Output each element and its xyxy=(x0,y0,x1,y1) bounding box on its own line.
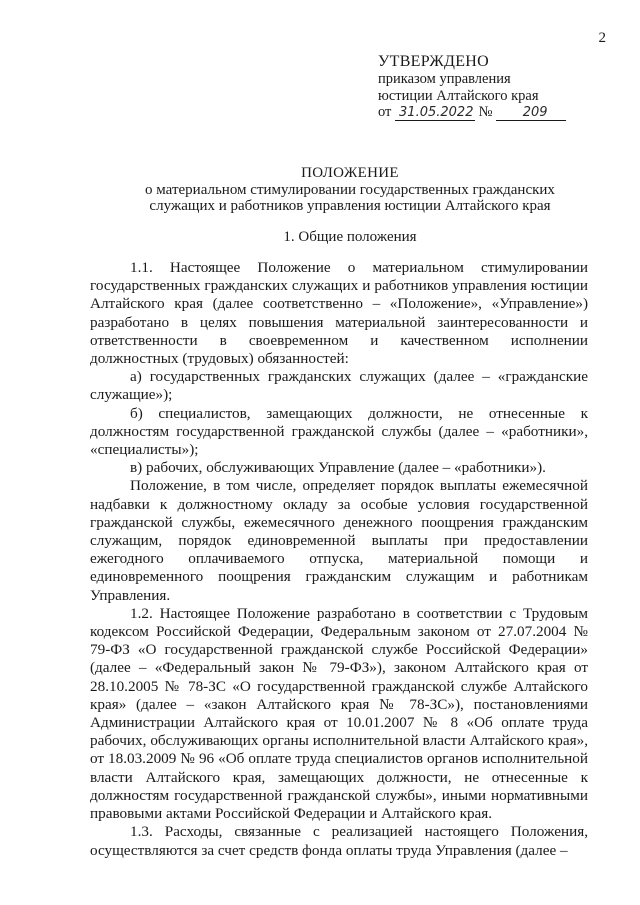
paragraph: 1.2. Настоящее Положение разработано в соответствии с Трудовым кодексом Российской Федерации, Федеральным законом от 27.07.2004 № 79-ФЗ «О государственной гражданской службе Российской Федерации» (далее – «Федеральный закон № 79-ФЗ»), законом Алтайского края от 28.10.2005 № 78-ЗС «О государственной гражданской службе Алтайского края» (далее – «закон Алтайского края № 78-ЗС»), постановлениями Администрации Алтайского края от 10.01.2007 № 8 «Об оплате труда рабочих, обслуживающих органы исполнительной власти Алтайского края», от 18.03.2009 № 96 «Об оплате труда специалистов органов исполнительной власти Алтайского края, замещающих должности, не отнесенные к должностям государственной гражданской службы», иными нормативными правовыми актами Российской Федерации и Алтайского края. xyxy=(90,604,588,823)
number-sign: № xyxy=(478,104,493,120)
document-subtitle-line-1: о материальном стимулировании государственных гражданских xyxy=(145,181,555,198)
document-title-block xyxy=(90,165,610,215)
handwritten-number: 209 xyxy=(496,106,566,121)
paragraph: 1.1. Настоящее Положение о материальном стимулировании государственных гражданских служащих и работников управления юстиции Алтайского края (далее соответственно – «Положение», «Управление») разработано в целях повышения материальной заинтересованности и ответственности в своевременном и качественном исполнении должностных (трудовых) обязанностей: xyxy=(90,259,588,368)
page-number: 2 xyxy=(598,30,606,46)
paragraph: в) рабочих, обслуживающих Управление (далее – «работники»). xyxy=(130,459,546,477)
approval-heading: УТВЕРЖДЕНО xyxy=(378,53,490,70)
document-subtitle-line-2: служащих и работников управления юстиции Алтайского края xyxy=(149,198,551,214)
document-title: ПОЛОЖЕНИЕ xyxy=(301,165,399,181)
paragraph: а) государственных гражданских служащих (далее – «гражданские служащие»); xyxy=(90,368,588,404)
date-prefix: от xyxy=(378,104,392,120)
approval-stamp xyxy=(378,52,618,121)
approval-date-line xyxy=(378,104,618,121)
document-body xyxy=(90,259,588,860)
approval-line-1: приказом управления xyxy=(378,71,511,87)
section-heading: 1. Общие положения xyxy=(283,229,417,245)
paragraph: Положение, в том числе, определяет порядок выплаты ежемесячной надбавки к должностному окладу за особые условия государственной гражданской службы, ежемесячного денежного поощрения гражданским служащим, порядок единовременной выплаты при предоставлении ежегодного оплачиваемого отпуска, материальной помощи и единовременного поощрения гражданским служащим и работникам Управления. xyxy=(90,477,588,604)
paragraph: 1.3. Расходы, связанные с реализацией настоящего Положения, осуществляются за счет средств фонда оплаты труда Управления (далее – xyxy=(90,823,588,859)
handwritten-date: 31.05.2022 xyxy=(395,106,475,121)
paragraph: б) специалистов, замещающих должности, не отнесенные к должностям государственной гражданской службы (далее – «работники», «специалисты»); xyxy=(90,404,588,459)
approval-line-2: юстиции Алтайского края xyxy=(378,87,539,104)
